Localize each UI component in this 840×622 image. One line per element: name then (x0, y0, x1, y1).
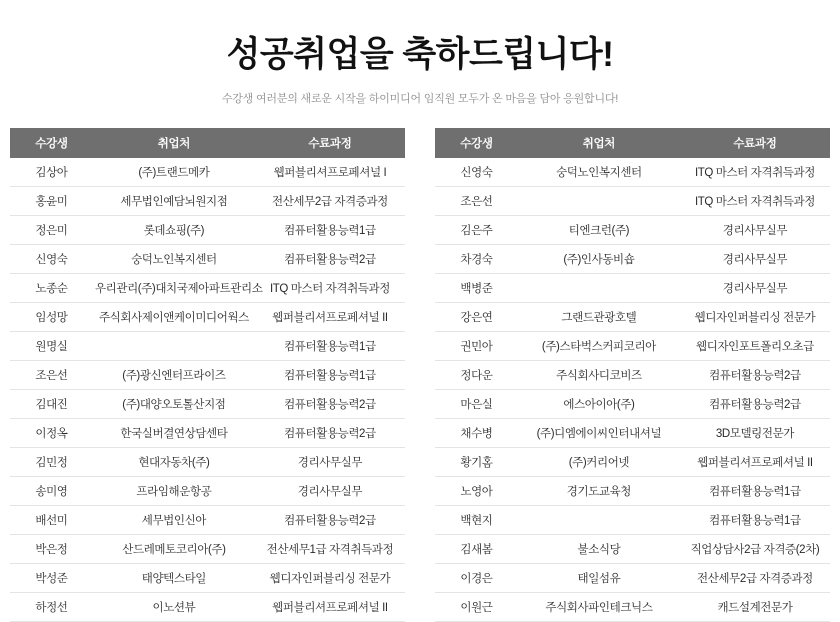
cell-course: 경리사무실무 (680, 216, 830, 245)
cell-student: 하정선 (10, 593, 93, 622)
cell-student: 노종순 (10, 274, 93, 303)
cell-course: 컴퓨터활용능력2급 (255, 506, 405, 535)
cell-student: 박은정 (10, 535, 93, 564)
column-header-company: 취업처 (518, 128, 680, 158)
cell-company: 한국실버결연상담센타 (93, 419, 255, 448)
cell-company: (주)트랜드메카 (93, 158, 255, 187)
cell-course: 웹퍼블리셔프로페셔널 II (255, 593, 405, 622)
cell-student: 조은선 (435, 187, 518, 216)
left-table-wrap (10, 128, 405, 622)
cell-company: 불소식당 (518, 535, 680, 564)
table-row (435, 564, 830, 593)
table-row (10, 303, 405, 332)
cell-course: 컴퓨터활용능력1급 (255, 216, 405, 245)
cell-student: 박성준 (10, 564, 93, 593)
cell-course: 컴퓨터활용능력2급 (255, 245, 405, 274)
cell-course: 전산세무2급 자격증과정 (680, 564, 830, 593)
table-row (435, 187, 830, 216)
cell-company: 산드레메토코리아(주) (93, 535, 255, 564)
table-row (10, 274, 405, 303)
cell-course: 전산세무2급 자격증과정 (255, 187, 405, 216)
cell-company: 세무법인신아 (93, 506, 255, 535)
table-row (435, 593, 830, 622)
cell-student: 채수병 (435, 419, 518, 448)
table-row (10, 187, 405, 216)
tables-container (0, 128, 840, 622)
cell-company: 주식회사디코비즈 (518, 361, 680, 390)
cell-course: ITQ 마스터 자격취득과정 (680, 158, 830, 187)
cell-student: 김은주 (435, 216, 518, 245)
cell-company: (주)스타벅스커피코리아 (518, 332, 680, 361)
cell-student: 김대진 (10, 390, 93, 419)
table-row (10, 245, 405, 274)
cell-company: 주식회사제이앤케이미디어웍스 (93, 303, 255, 332)
table-row (435, 419, 830, 448)
cell-company (518, 506, 680, 535)
cell-student: 정은미 (10, 216, 93, 245)
right-table-wrap (435, 128, 830, 622)
cell-company: (주)커리어넷 (518, 448, 680, 477)
cell-company: 태일섬유 (518, 564, 680, 593)
cell-company: (주)대양오토톨산지점 (93, 390, 255, 419)
column-header-course: 수료과정 (255, 128, 405, 158)
table-row (435, 274, 830, 303)
table-row (10, 506, 405, 535)
table-header-row (10, 128, 405, 158)
table-row (435, 477, 830, 506)
table-row (435, 448, 830, 477)
cell-course: 웹디자인퍼블리싱 전문가 (680, 303, 830, 332)
cell-student: 강은연 (435, 303, 518, 332)
cell-course: 웹퍼블리셔프로페셔널 II (255, 303, 405, 332)
cell-company: 그랜드관광호텔 (518, 303, 680, 332)
cell-student: 조은선 (10, 361, 93, 390)
table-row (435, 390, 830, 419)
cell-course: 캐드설계전문가 (680, 593, 830, 622)
cell-student: 임성망 (10, 303, 93, 332)
table-row (435, 506, 830, 535)
cell-student: 배선미 (10, 506, 93, 535)
cell-course: 3D모델링전문가 (680, 419, 830, 448)
employment-table-left (10, 128, 405, 622)
cell-company: 에스아이아(주) (518, 390, 680, 419)
page-title: 성공취업을 축하드립니다! (226, 35, 614, 74)
table-row (435, 332, 830, 361)
cell-student: 황기홈 (435, 448, 518, 477)
cell-student: 이원근 (435, 593, 518, 622)
cell-student: 송미영 (10, 477, 93, 506)
cell-company: 현대자동차(주) (93, 448, 255, 477)
table-row (10, 593, 405, 622)
cell-course: 직업상담사2급 자격증(2차) (680, 535, 830, 564)
cell-course: 웹디자인퍼블리싱 전문가 (255, 564, 405, 593)
table-row (435, 361, 830, 390)
cell-student: 정다운 (435, 361, 518, 390)
cell-student: 노영아 (435, 477, 518, 506)
cell-course: ITQ 마스터 자격취득과정 (255, 274, 405, 303)
cell-course: 경리사무실무 (255, 448, 405, 477)
cell-company: (주)디엠에이씨인터내셔널 (518, 419, 680, 448)
cell-student: 차경숙 (435, 245, 518, 274)
table-row (435, 303, 830, 332)
cell-course: 컴퓨터활용능력1급 (255, 332, 405, 361)
cell-company: 프라임해운항공 (93, 477, 255, 506)
table-row (10, 564, 405, 593)
cell-student: 권민아 (435, 332, 518, 361)
cell-company (518, 274, 680, 303)
cell-company: 주식회사파인테크닉스 (518, 593, 680, 622)
cell-student: 김상아 (10, 158, 93, 187)
cell-course: 컴퓨터활용능력1급 (680, 506, 830, 535)
table-row (435, 245, 830, 274)
column-header-company: 취업처 (93, 128, 255, 158)
column-header-student: 수강생 (10, 128, 93, 158)
table-row (10, 216, 405, 245)
cell-course: 컴퓨터활용능력1급 (680, 477, 830, 506)
cell-company: 태양텍스타일 (93, 564, 255, 593)
cell-company: 세무법인예담뇌원지점 (93, 187, 255, 216)
cell-company: 숭덕노인복지센터 (93, 245, 255, 274)
cell-company (518, 187, 680, 216)
column-header-course: 수료과정 (680, 128, 830, 158)
cell-company: 롯데쇼핑(주) (93, 216, 255, 245)
cell-company: 숭덕노인복지센터 (518, 158, 680, 187)
cell-student: 이정옥 (10, 419, 93, 448)
cell-course: 경리사무실무 (680, 274, 830, 303)
cell-course: 전산세무1급 자격취득과정 (255, 535, 405, 564)
page-subtitle: 수강생 여러분의 새로운 시작을 하이미디어 임직원 모두가 온 마음을 담아 응원합니다! (221, 93, 619, 105)
table-row (435, 216, 830, 245)
cell-company: 티엔크런(주) (518, 216, 680, 245)
cell-student: 백병준 (435, 274, 518, 303)
cell-student: 백현지 (435, 506, 518, 535)
table-row (435, 158, 830, 187)
table-row (435, 535, 830, 564)
cell-course: ITQ 마스터 자격취득과정 (680, 187, 830, 216)
table-row (10, 390, 405, 419)
cell-course: 웹퍼블리셔프로페셔널 II (680, 448, 830, 477)
cell-course: 컴퓨터활용능력2급 (255, 390, 405, 419)
cell-course: 웹퍼블리셔프로페셔널 I (255, 158, 405, 187)
cell-student: 김민정 (10, 448, 93, 477)
table-row (10, 419, 405, 448)
cell-course: 컴퓨터활용능력2급 (255, 419, 405, 448)
cell-company (93, 332, 255, 361)
table-header-row (435, 128, 830, 158)
cell-student: 원명실 (10, 332, 93, 361)
cell-company: 경기도교육청 (518, 477, 680, 506)
cell-student: 김새봄 (435, 535, 518, 564)
employment-table-right (435, 128, 830, 622)
cell-student: 신영숙 (10, 245, 93, 274)
cell-course: 컴퓨터활용능력2급 (680, 361, 830, 390)
cell-company: (주)광신엔터프라이즈 (93, 361, 255, 390)
cell-course: 컴퓨터활용능력1급 (255, 361, 405, 390)
cell-student: 이경은 (435, 564, 518, 593)
cell-student: 신영숙 (435, 158, 518, 187)
table-row (10, 158, 405, 187)
cell-company: 이노션뷰 (93, 593, 255, 622)
table-row (10, 361, 405, 390)
table-row (10, 535, 405, 564)
cell-student: 마은실 (435, 390, 518, 419)
cell-course: 웹디자인포트폴리오초급 (680, 332, 830, 361)
hero-section (0, 0, 840, 106)
table-row (10, 332, 405, 361)
column-header-student: 수강생 (435, 128, 518, 158)
cell-company: 우리관리(주)대치국제아파트관리소 (93, 274, 255, 303)
table-row (10, 477, 405, 506)
right-table-body (435, 158, 830, 622)
cell-company: (주)인사동비숍 (518, 245, 680, 274)
cell-course: 컴퓨터활용능력2급 (680, 390, 830, 419)
cell-course: 경리사무실무 (680, 245, 830, 274)
left-table-body (10, 158, 405, 622)
cell-student: 홍윤미 (10, 187, 93, 216)
table-row (10, 448, 405, 477)
cell-course: 경리사무실무 (255, 477, 405, 506)
